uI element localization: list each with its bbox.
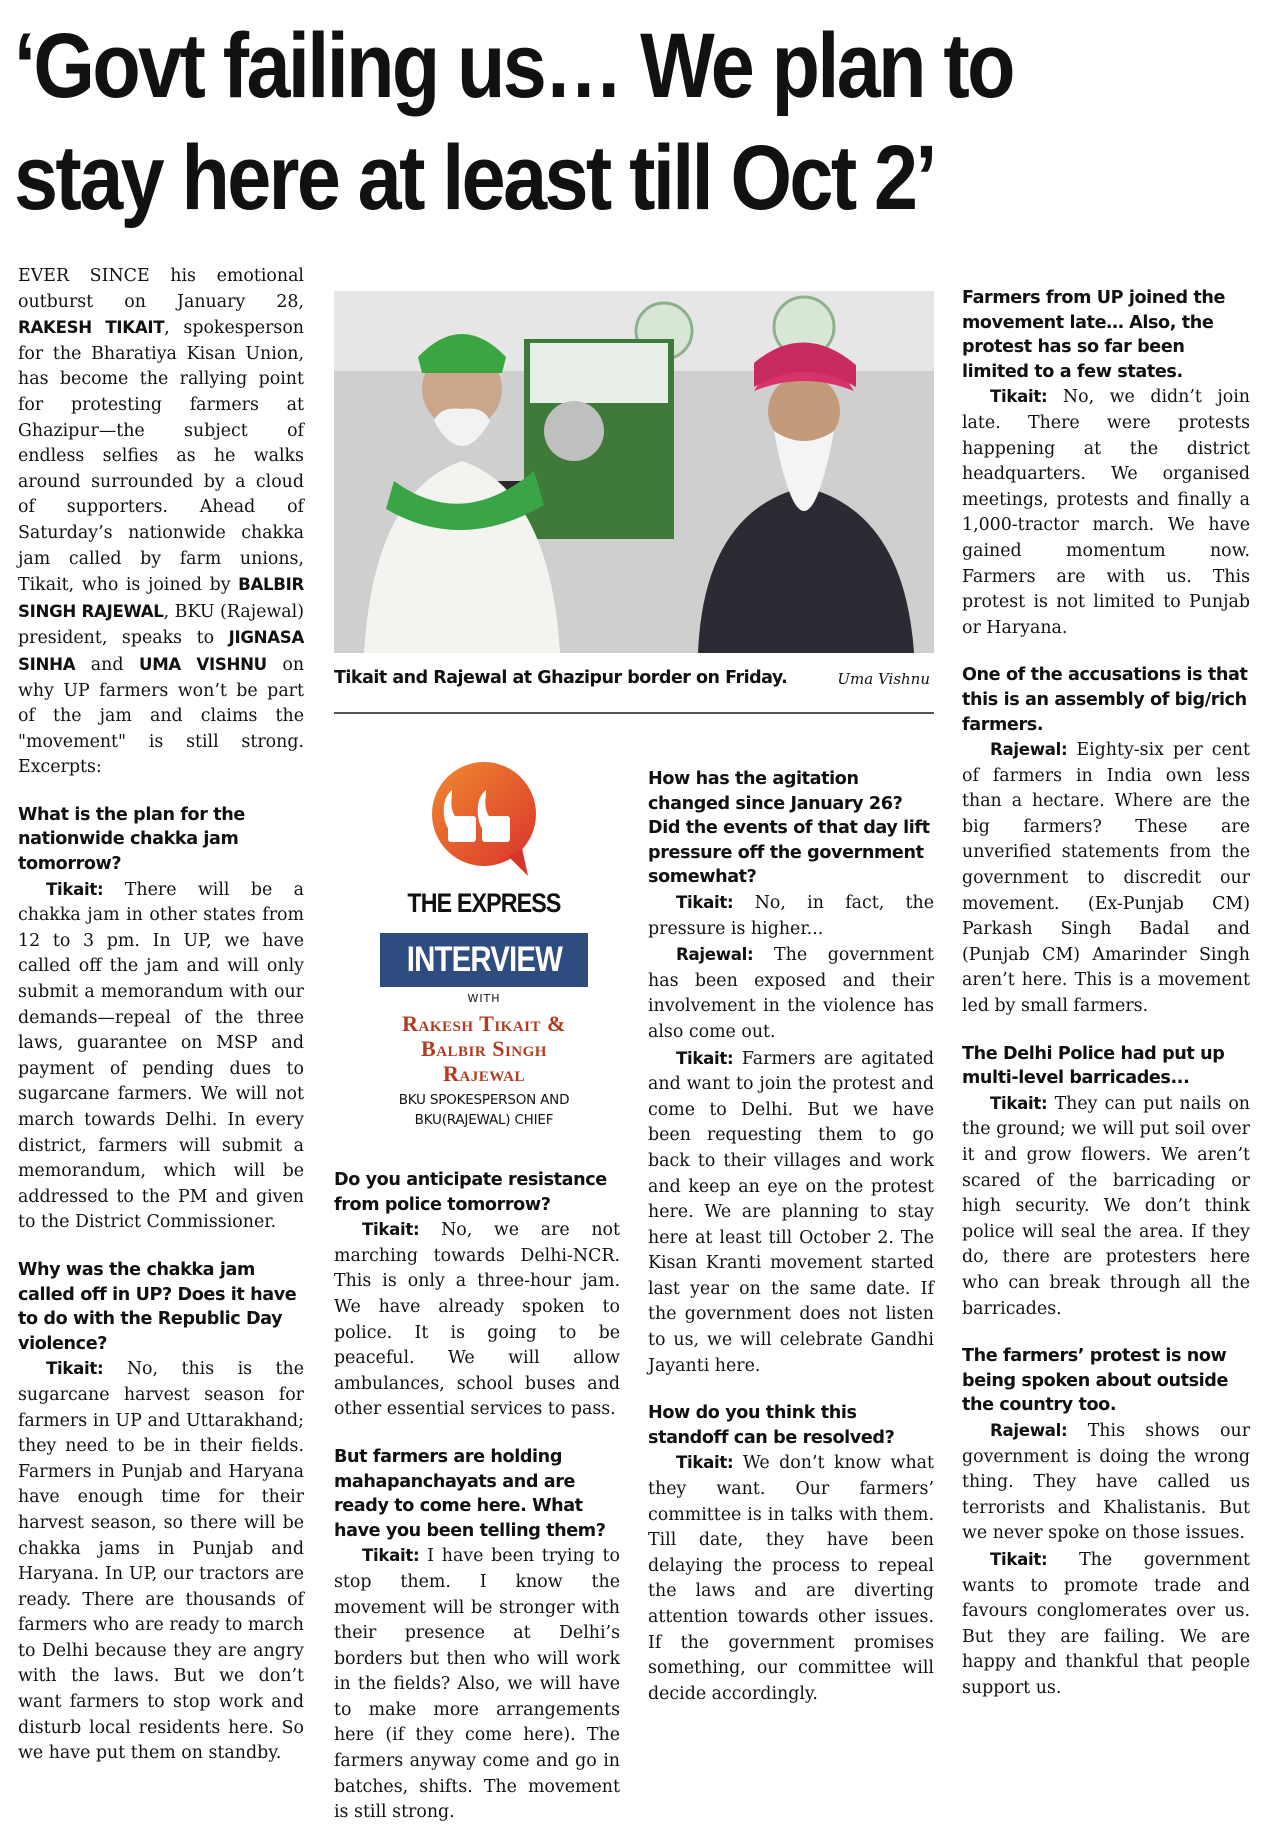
interviewee-roles: BKU SPOKESPERSON AND BKU(RAJEWAL) CHIEF bbox=[398, 1092, 570, 1128]
question-6: How do you think this standoff can be resolved? bbox=[648, 1403, 895, 1448]
interviewee-names: Rakesh Tikait & Balbir Singh Rajewal bbox=[402, 1011, 566, 1086]
question-7: Farmers from UP joined the movement late… Also, the protest has so far been limited to a few states. bbox=[962, 288, 1226, 382]
caption-divider bbox=[334, 712, 934, 714]
interview-box bbox=[334, 740, 634, 1140]
answer-1: Tikait: There will be a chakka jam in other states from 12 to 3 pm. In UP, we have called off the jam and will only submit a memorandum with our demands—repeal of the three laws, guarantee on MSP and payment of pending dues to sugarcane farmers. We will not march towards Delhi. In every district, farmers will submit a memorandum, which will be addressed to the PM and given to the District Commissioner. bbox=[18, 879, 304, 1233]
answer-2: Tikait: No, this is the sugarcane harvest season for farmers in UP and Uttarakhand; they need to be in their fields. Farmers in Punjab and Haryana have enough time for their harvest season, so there will be chakka jams in Punjab and Haryana. In UP, our tractors are ready. There are thousands of farmers who are ready to march to Delhi because they are angry with the laws. But we don’t want farmers to stop work and disturb local residents here. So we have put them on standby. bbox=[18, 1359, 304, 1764]
name-jignasa-sinha: JIGNASA SINHA bbox=[18, 628, 304, 674]
answer-6: Rajewal: The government has been exposed and their involvement in the violence has also come out. bbox=[648, 945, 935, 1042]
answer-11: Tikait: They can put nails on the ground; we will put soil over it and grow flowers. We aren’t scared of the barricading or high security. We don’t think police will seal the area. If they do, there are protesters here who can break through all the barricades. bbox=[962, 1093, 1250, 1319]
question-5: How has the agitation changed since January 26? Did the events of that day lift pressure off the government somewhat? bbox=[648, 769, 930, 888]
name-uma-vishnu: UMA VISHNU bbox=[139, 654, 267, 674]
name-rakesh-tikait: RAKESH TIKAIT bbox=[18, 318, 165, 338]
headline bbox=[14, 10, 1077, 234]
with-label: WITH bbox=[467, 992, 501, 1005]
quote-bubble-icon bbox=[418, 760, 550, 878]
answer-12: Rajewal: This shows our government is doing the wrong thing. They have called us terrorists and Khalistanis. But we never spoke on those issues. bbox=[962, 1420, 1251, 1544]
answer-10: Rajewal: Eighty-six per cent of farmers in India own less than a hectare. Where are the big farmers? These are unverified statements from the government to discredit our movement. (Ex-Punjab CM) Parkash Singh Badal and (Punjab CM) Amarinder Singh aren’t here. This is a movement led by small farmers. bbox=[962, 740, 1250, 1017]
question-4: But farmers are holding mahapanchayats and are ready to come here. What have you been telling them? bbox=[334, 1446, 606, 1541]
photo-credit: Uma Vishnu bbox=[837, 670, 930, 688]
answer-3: Tikait: No, we are not marching towards Delhi-NCR. This is only a three-hour jam. We have already spoken to police. It is going to be peaceful. We will allow ambulances, school buses and other essential services to pass. bbox=[334, 1220, 621, 1420]
question-9: The Delhi Police had put up multi-level barricades... bbox=[962, 1043, 1225, 1089]
column-2 bbox=[334, 1168, 621, 1823]
answer-13: Tikait: The government wants to promote trade and favours conglomerates over us. But they are failing. We are happy and thankful that people support us. bbox=[962, 1549, 1251, 1698]
answer-4: Tikait: I have been trying to stop them. I know the movement will be stronger with their presence at Delhi’s borders but then who will work in the fields? Also, we will have to make more arrangements here (if they come here). The farmers anyway come and go in batches, shifts. The movement is still strong. bbox=[334, 1546, 621, 1823]
name-balbir-singh-rajewal: BALBIR SINGH RAJEWAL bbox=[18, 575, 304, 621]
answer-8: Tikait: We don’t know what they want. Our farmers’ committee is in talks with them. Till date, they have been delaying the process to repeal the laws and are diverting attention towards other issues. If the government promises something, our committee will decide accordingly. bbox=[648, 1453, 934, 1704]
answer-5: Tikait: No, in fact, the pressure is higher... bbox=[648, 892, 935, 939]
question-1: What is the plan for the nationwide chakka jam tomorrow? bbox=[18, 804, 245, 875]
interview-ribbon: INTERVIEW bbox=[380, 933, 588, 987]
question-2: Why was the chakka jam called off in UP? Does it have to do with the Republic Day violence? bbox=[18, 1259, 297, 1354]
question-8: One of the accusations is that this is an assembly of big/rich farmers. bbox=[962, 665, 1248, 735]
intro-paragraph: EVER SINCE his emotional outburst on January 28, RAKESH TIKAIT, spokesperson for the Bharatiya Kisan Union, has become the rallying point for protesting farmers at Ghazipur—the subject of endless selfies as he walks around surrounded by a cloud of supporters. Ahead of Saturday’s nationwide chakka jam called by farm unions, Tikait, who is joined by BALBIR SINGH RAJEWAL, BKU (Rajewal) president, speaks to JIGNASA SINHA and UMA VISHNU on why UP farmers won’t be part of the jam and claims the "movement" is still strong. Excerpts: bbox=[18, 266, 305, 778]
photo-caption bbox=[334, 668, 934, 698]
answer-7: Tikait: Farmers are agitated and want to join the protest and come to Delhi. But we have been requesting them to go back to their villages and work and keep an eye on the protest here. We are planning to stay here at least till October 2. The Kisan Kranti movement started last year on the same date. If the government does not listen to us, we will celebrate Gandhi Jayanti here. bbox=[648, 1048, 934, 1376]
column-1 bbox=[18, 264, 305, 1764]
headline-line-1: ‘Govt failing us… We plan to bbox=[14, 15, 1013, 117]
headline-line-2: stay here at least till Oct 2’ bbox=[14, 127, 935, 229]
photo-tikait-rajewal bbox=[334, 291, 934, 653]
answer-9: Tikait: No, we didn’t join late. There were protests happening at the district headquarters. We organised meetings, protests and finally a 1,000-tractor march. We have gained momentum now. Farmers are with us. This protest is not limited to Punjab or Haryana. bbox=[962, 387, 1250, 638]
column-3 bbox=[648, 745, 934, 1725]
brand-label: THE EXPRESS bbox=[407, 888, 561, 918]
question-3: Do you anticipate resistance from police tomorrow? bbox=[334, 1170, 607, 1215]
caption-text: Tikait and Rajewal at Ghazipur border on Friday. bbox=[334, 668, 788, 688]
photo-illustration bbox=[334, 291, 934, 653]
column-4 bbox=[962, 286, 1250, 1726]
question-10: The farmers’ protest is now being spoken about outside the country too. bbox=[962, 1346, 1229, 1416]
